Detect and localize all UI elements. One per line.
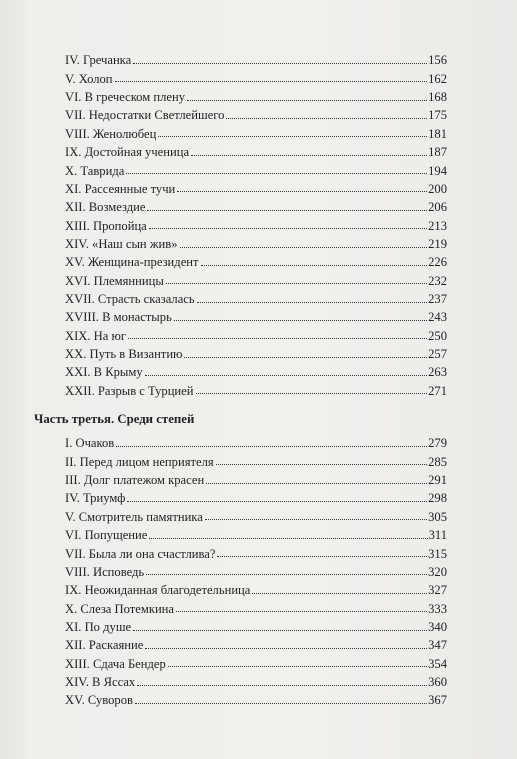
toc-entry-title: XIII. Сдача Бендер [65,656,166,671]
toc-entry-page: 315 [428,546,447,561]
toc-entry-page: 263 [428,365,447,380]
toc-entry-page: 311 [428,528,447,543]
toc-entry-page: 333 [428,601,447,616]
toc-entry-title: XXII. Разрыв с Турцией [65,383,194,398]
toc-entry [65,671,447,689]
dot-leader [216,464,427,465]
toc-entry [65,652,447,670]
dot-leader [133,630,427,631]
toc-entry [65,177,447,195]
dot-leader [184,357,427,358]
toc-entry-title: XIV. «Наш сын жив» [65,236,178,251]
toc-entry-page: 298 [428,491,447,506]
toc-entry [65,233,447,251]
toc-entry-title: IX. Неожиданная благодетельница [65,583,251,598]
dot-leader [197,302,427,303]
toc-entry [65,251,447,269]
toc-entry-title: XVIII. В монастырь [65,310,172,325]
toc-entry-page: 285 [428,454,447,469]
toc-entry [65,432,447,450]
dot-leader [226,118,427,119]
dot-leader [176,611,427,612]
toc-entry [65,141,447,159]
toc-entry [65,288,447,306]
toc-entry [65,122,447,140]
toc-entry-title: XIX. На юг [65,328,127,343]
toc-entry-page: 213 [428,218,447,233]
toc-entry-title: IV. Гречанка [65,53,132,68]
dot-leader [201,265,428,266]
toc-entry-page: 226 [428,255,447,270]
toc-entry [65,379,447,397]
toc-entry-title: VII. Недостатки Светлейшего [65,108,225,123]
toc-entry-title: IV. Триумф [65,491,126,506]
dot-leader [145,648,427,649]
toc-entry [65,560,447,578]
toc-entry [65,104,447,122]
toc-entry [65,542,447,560]
toc-entry-title: XII. Раскаяние [65,638,144,653]
dot-leader [147,210,427,211]
dot-leader [158,136,427,137]
dot-leader [116,446,427,447]
dot-leader [205,519,427,520]
dot-leader [206,483,427,484]
toc-entry [65,159,447,177]
dot-leader [145,375,427,376]
dot-leader [133,63,427,64]
toc-entry-page: 187 [428,145,447,160]
toc-entry-page: 271 [428,383,447,398]
toc-entry-page: 340 [428,619,447,634]
toc-entry-title: X. Таврида [65,163,125,178]
toc-entry-title: XV. Женщина-президент [65,255,199,270]
toc-entry-page: 291 [428,473,447,488]
toc-entry [65,361,447,379]
toc-entry [65,450,447,468]
dot-leader [149,538,427,539]
dot-leader [128,338,427,339]
toc-entry [65,487,447,505]
dot-leader [146,574,427,575]
dot-leader [252,593,427,594]
dot-leader [217,556,427,557]
toc-entry-title: XX. Путь в Византию [65,347,183,361]
toc-entry-page: 206 [428,200,447,215]
toc-entry [65,343,447,361]
dot-leader [135,703,427,704]
part-heading: Часть третья. Среди степей [34,412,195,426]
toc-entry [65,505,447,523]
dot-leader [180,247,428,248]
toc-entry [65,196,447,214]
toc-entry-title: VI. В греческом плену [65,90,186,105]
toc-entry [65,597,447,615]
toc-entry [65,469,447,487]
toc-entry-page: 367 [428,693,447,708]
toc-entry-page: 320 [428,564,447,579]
dot-leader [177,191,427,192]
toc-entry [65,324,447,342]
toc-entry-title: III. Долг платежом красен [65,473,205,488]
toc-entry-title: XXI. В Крыму [65,365,143,380]
toc-entry [65,579,447,597]
toc-entry-page: 219 [428,236,447,251]
toc-entry-title: XI. По душе [65,619,132,634]
toc-entry-page: 250 [428,328,447,343]
dot-leader [137,685,427,686]
toc-entry-page: 279 [428,436,447,451]
dot-leader [127,501,427,502]
toc-entry [65,86,447,104]
toc-entry-page: 237 [428,291,447,306]
toc-entry [65,616,447,634]
dot-leader [166,283,427,284]
toc-entry-page: 181 [428,126,447,141]
toc-entry-page: 327 [428,583,447,598]
toc-entry-page: 232 [428,273,447,288]
toc-entry-page: 200 [428,181,447,196]
toc-entry-page: 162 [428,71,447,86]
toc-entry [65,269,447,287]
toc-entry-title: X. Слеза Потемкина [65,601,175,616]
dot-leader [168,666,427,667]
toc-entry [65,689,447,707]
toc-entry-page: 305 [428,509,447,524]
toc-entry-title: XI. Рассеянные тучи [65,181,176,196]
toc-entry-title: VII. Была ли она счастлива? [65,546,216,561]
toc-entry-title: V. Холоп [65,71,113,86]
toc-entry-page: 175 [428,108,447,123]
toc-entry-page: 168 [428,90,447,105]
toc-entry-page: 354 [428,656,447,671]
toc-entry-title: I. Очаков [65,436,115,451]
toc-entry-title: XII. Возмездие [65,200,146,215]
toc-entry-page: 347 [428,638,447,653]
toc-entry-page: 156 [428,53,447,68]
toc-entry-title: II. Перед лицом неприятеля [65,454,214,469]
toc-entry-title: VIII. Женолюбец [65,126,157,141]
toc-entry [65,306,447,324]
toc-entry-title: XVI. Племянницы [65,273,164,288]
dot-leader [126,173,427,174]
toc-entry [65,634,447,652]
toc-entry-title: XVII. Страсть сказалась [65,291,195,306]
dot-leader [149,228,427,229]
toc-entry-title: XIII. Пропойца [65,218,147,233]
toc-entry-title: XV. Суворов [65,693,133,708]
dot-leader [115,81,428,82]
toc-entry-title: XIV. В Яссах [65,674,136,689]
toc-entry [65,67,447,85]
dot-leader [174,320,427,321]
toc-entry-page: 360 [428,674,447,689]
toc-entry-title: IX. Достойная ученица [65,145,190,160]
dot-leader [187,100,427,101]
toc-entry-title: VI. Попущение [65,528,148,543]
toc-entry-page: 257 [428,347,447,361]
dot-leader [196,393,428,394]
toc-entry [65,524,447,542]
toc-entry-page: 243 [428,310,447,325]
toc-entry-page: 194 [428,163,447,178]
toc-entry [65,214,447,232]
dot-leader [191,155,427,156]
toc-entry-title: VIII. Исповедь [65,564,145,579]
toc-entry [65,49,447,67]
toc-entry-title: V. Смотритель памятника [65,509,203,524]
